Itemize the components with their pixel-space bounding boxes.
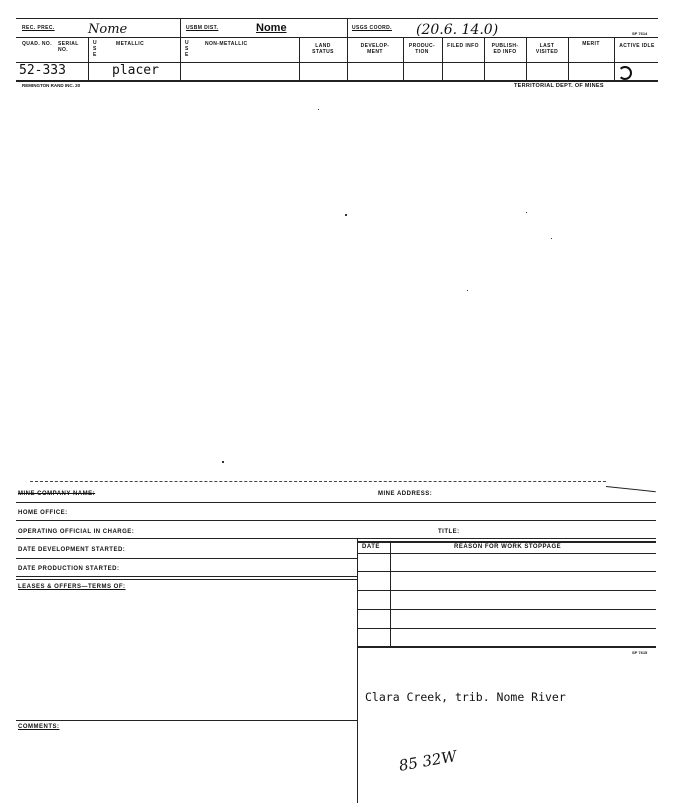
location-note: Clara Creek, trib. Nome River bbox=[365, 690, 566, 704]
comments-label: COMMENTS: bbox=[18, 724, 60, 730]
printer-label: REMINGTON RAND INC. 20 bbox=[22, 83, 81, 88]
leases-offers-label: LEASES & OFFERS—TERMS OF: bbox=[18, 584, 126, 590]
territorial-label: TERRITORIAL DEPT. OF MINES bbox=[514, 83, 604, 89]
metallic-value: placer bbox=[112, 63, 159, 78]
speck bbox=[222, 461, 224, 463]
reason-col-header: REASON FOR WORK STOPPAGE bbox=[454, 544, 562, 550]
home-office-label: HOME OFFICE: bbox=[18, 510, 68, 516]
speck bbox=[345, 214, 347, 216]
col-quad-no: QUAD. NO. bbox=[22, 41, 52, 47]
operating-official-label: OPERATING OFFICIAL IN CHARGE: bbox=[18, 529, 135, 535]
speck bbox=[551, 238, 552, 239]
usgs-coord-label: USGS COORD. bbox=[352, 25, 392, 31]
col-last-visited: LAST VISITED bbox=[535, 43, 559, 55]
active-idle-mark bbox=[618, 66, 632, 80]
date-dev-started-label: DATE DEVELOPMENT STARTED: bbox=[18, 547, 126, 553]
speck bbox=[318, 109, 319, 110]
rec-prec-value: Nome bbox=[88, 22, 128, 37]
col-use-1: U S E bbox=[93, 40, 98, 58]
col-use-2: U S E bbox=[185, 40, 190, 58]
col-serial-no: SERIAL NO. bbox=[58, 41, 79, 53]
date-prod-started-label: DATE PRODUCTION STARTED: bbox=[18, 566, 120, 572]
col-active-idle: ACTIVE IDLE bbox=[619, 43, 655, 49]
rec-prec-label: REC. PREC. bbox=[22, 25, 55, 31]
form-number-top: SP 7614 bbox=[632, 31, 648, 36]
speck bbox=[526, 212, 527, 213]
speck bbox=[467, 290, 468, 291]
quad-serial-value: 52-333 bbox=[19, 63, 66, 78]
col-non-metallic: NON-METALLIC bbox=[205, 41, 248, 47]
col-land-status: LAND STATUS bbox=[312, 43, 334, 55]
col-production: PRODUC- TION bbox=[408, 43, 436, 55]
usgs-coord-value: (20.6. 14.0) bbox=[416, 22, 499, 38]
mine-company-name-label: MINE COMPANY NAME: bbox=[18, 491, 96, 497]
title-label: TITLE: bbox=[438, 529, 460, 535]
col-filed-info: FILED INFO bbox=[447, 43, 479, 49]
usbm-dist-label: USBM DIST. bbox=[186, 25, 219, 31]
col-development: DEVELOP- MENT bbox=[360, 43, 390, 55]
col-published-info: PUBLISH- ED INFO bbox=[491, 43, 519, 55]
col-merit: MERIT bbox=[582, 41, 600, 47]
date-col-header: DATE bbox=[362, 544, 380, 550]
usbm-dist-value: Nome bbox=[256, 22, 287, 34]
mine-address-label: MINE ADDRESS: bbox=[378, 491, 433, 497]
form-number-bottom: SP 7615 bbox=[632, 650, 648, 655]
col-metallic: METALLIC bbox=[116, 41, 145, 47]
handwritten-code: 85 32W bbox=[397, 747, 459, 775]
